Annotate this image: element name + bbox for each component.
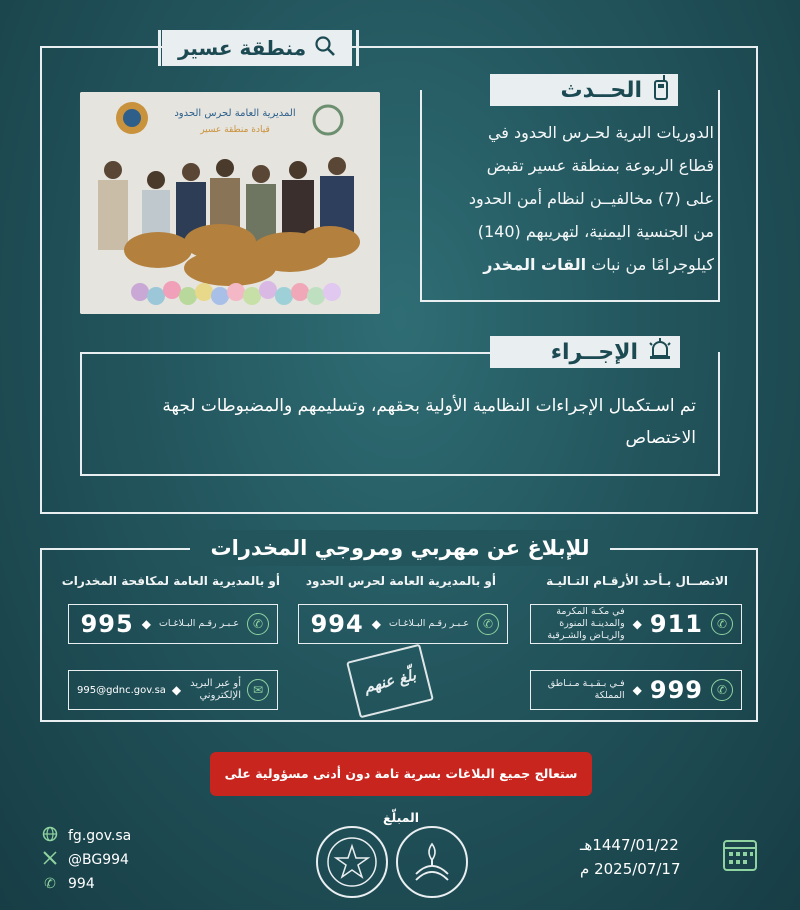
event-title: الحــدث bbox=[560, 77, 642, 103]
event-line: على (7) مخالفيــن لنظام أمن الحدود bbox=[468, 189, 714, 208]
siren-icon bbox=[648, 338, 672, 366]
hotline-995[interactable] bbox=[68, 604, 278, 644]
website-text: fg.gov.sa bbox=[68, 828, 132, 844]
saudi-emblem-icon bbox=[396, 826, 468, 898]
phone-icon: ✆ bbox=[247, 613, 269, 635]
event-header bbox=[490, 74, 678, 106]
hotline-911[interactable] bbox=[530, 604, 742, 644]
hotline-911-desc: في مكـة المكرمة والمدينـة المنورة والريـاض والشـرقية bbox=[547, 606, 625, 641]
hotline-911-number: 911 bbox=[649, 610, 703, 638]
event-last-bold: القات المخدر bbox=[483, 255, 587, 274]
event-line-last bbox=[430, 248, 714, 281]
tab-divider-left bbox=[158, 30, 161, 66]
photo-org-name: المديرية العامة لحرس الحدود bbox=[174, 108, 296, 119]
globe-icon bbox=[42, 826, 58, 846]
report-stamp: بلّغ عنهم bbox=[346, 644, 434, 719]
tab-divider-right bbox=[356, 30, 359, 66]
report-title: للإبلاغ عن مهربي ومروجي المخدرات bbox=[190, 530, 610, 566]
phone-icon: ✆ bbox=[44, 876, 56, 892]
phone-text: 994 bbox=[68, 876, 95, 892]
walkie-talkie-icon bbox=[652, 74, 670, 106]
website-contact[interactable] bbox=[42, 826, 131, 846]
event-last-prefix: كيلوجرامًا من نبات bbox=[591, 255, 714, 274]
event-text bbox=[430, 116, 714, 281]
region-tab bbox=[162, 30, 352, 66]
x-handle-text: @BG994 bbox=[68, 852, 129, 868]
phone-contact[interactable] bbox=[42, 876, 95, 892]
photo-sub-name: قيادة منطقة عسير bbox=[200, 125, 270, 135]
x-contact[interactable] bbox=[42, 851, 129, 869]
hotline-999[interactable] bbox=[530, 670, 742, 710]
arrow-icon: ◆ bbox=[632, 683, 642, 697]
region-title: منطقة عسير bbox=[177, 36, 307, 60]
gregorian-date: 2025/07/17 م bbox=[580, 860, 681, 878]
seizure-photo bbox=[80, 92, 380, 314]
hotline-994[interactable] bbox=[298, 604, 508, 644]
col1-heading: الاتصــال بـأحد الأرقـام التـاليـة bbox=[546, 574, 728, 588]
border-guard-seal-icon bbox=[316, 826, 388, 898]
arrow-icon: ◆ bbox=[141, 617, 151, 631]
email-label: أو عبر البريد الإلكتروني bbox=[190, 678, 241, 701]
event-line: قطاع الربوعة بمنطقة عسير تقبض bbox=[486, 156, 714, 175]
hotline-994-number: 994 bbox=[310, 610, 364, 638]
hijri-date: 1447/01/22هـ bbox=[580, 836, 679, 854]
phone-icon: ✆ bbox=[711, 613, 733, 635]
event-line: الدوريات البرية لحـرس الحدود في bbox=[487, 123, 714, 142]
phone-icon: ✆ bbox=[711, 679, 733, 701]
hotline-995-desc: عـبـر رقـم البـلاغـات bbox=[158, 618, 239, 629]
col2-heading: أو بالمديرية العامة لحرس الحدود bbox=[305, 574, 496, 588]
hotline-999-desc: فـي بـقـيـة مـنـاطق المملكة bbox=[547, 678, 625, 701]
arrow-icon: ◆ bbox=[632, 617, 642, 631]
hotline-999-number: 999 bbox=[649, 676, 703, 704]
confidentiality-notice: ستعالج جميع البلاغات بسرية تامة دون أدنى مسؤولية على المبلّغ bbox=[210, 752, 592, 796]
envelope-icon: ✉ bbox=[247, 679, 269, 701]
event-line: من الجنسية اليمنية، لتهريبهم (140) bbox=[477, 222, 714, 241]
col3-heading: أو بالمديرية العامة لمكافحة المخدرات bbox=[61, 574, 280, 588]
hotline-995-number: 995 bbox=[80, 610, 134, 638]
x-logo-icon bbox=[42, 851, 58, 869]
arrow-icon: ◆ bbox=[371, 617, 381, 631]
magnifier-map-icon bbox=[314, 35, 336, 62]
hotline-994-desc: عـبـر رقـم البـلاغـات bbox=[388, 618, 469, 629]
procedure-header bbox=[490, 336, 680, 368]
phone-icon: ✆ bbox=[477, 613, 499, 635]
arrow-icon: ◆ bbox=[171, 683, 182, 697]
procedure-text: تم اسـتكمال الإجراءات النظامية الأولية بحقهم، وتسليمهم والمضبوطات لجهة الاختصاص bbox=[162, 396, 696, 448]
email-box[interactable] bbox=[68, 670, 278, 710]
email-address[interactable]: 995@gdnc.gov.sa bbox=[77, 684, 166, 696]
calendar-icon bbox=[722, 836, 758, 872]
procedure-title: الإجــراء bbox=[550, 339, 638, 365]
